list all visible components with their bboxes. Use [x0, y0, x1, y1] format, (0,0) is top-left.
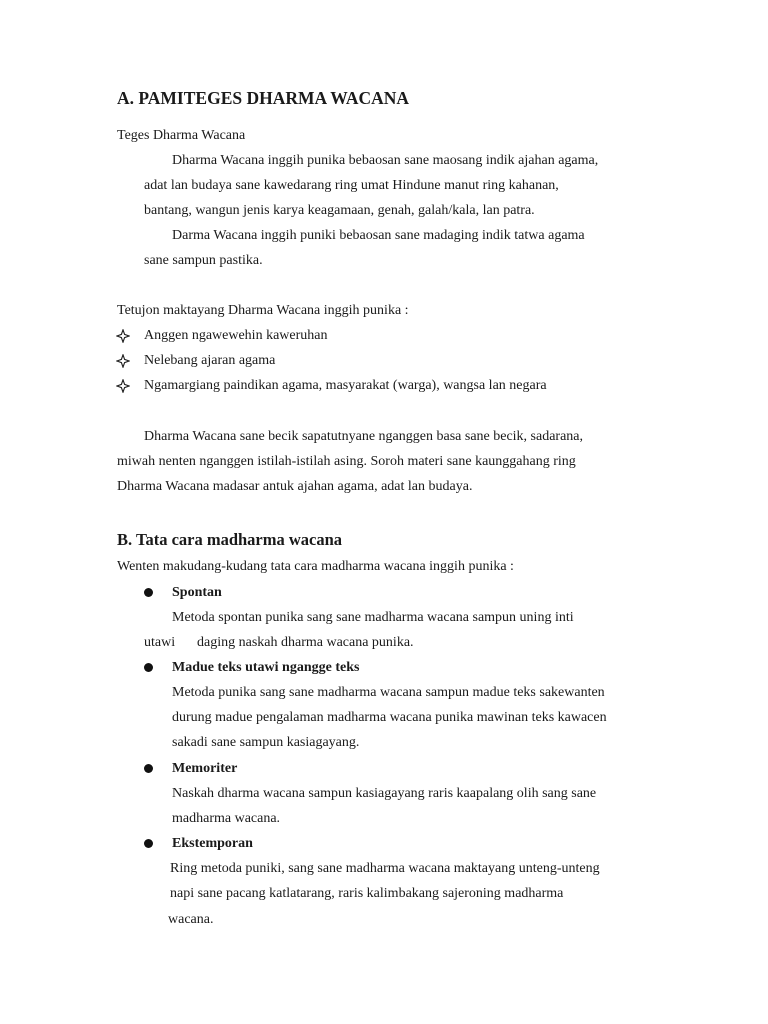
method-line: Metoda punika sang sane madharma wacana sampun madue teks sakewanten — [172, 685, 605, 700]
para1-line-1: Dharma Wacana inggih punika bebaosan sane maosang indik ajahan agama, — [172, 153, 599, 168]
section-b-intro: Wenten makudang-kudang tata cara madharma wacana inggih punika : — [117, 559, 514, 574]
section-b-heading: B. Tata cara madharma wacana — [117, 530, 343, 549]
filled-circle-icon — [144, 839, 153, 848]
para1-line-2: adat lan budaya sane kawedarang ring umat Hindune manut ring kahanan, — [144, 178, 559, 193]
method-line: durung madue pengalaman madharma wacana punika mawinan teks kawacen — [172, 710, 607, 725]
method-line: Naskah dharma wacana sampun kasiagayang raris kaapalang olih sang sane — [172, 786, 597, 801]
purpose-item-1: Anggen ngawewehin kaweruhan — [144, 328, 328, 343]
method-title-spontan: Spontan — [172, 585, 222, 600]
four-pointed-star-outline-icon — [116, 379, 130, 393]
method-title-memoriter: Memoriter — [172, 761, 238, 776]
method-title-ekstemporan: Ekstemporan — [172, 836, 253, 851]
method-title-madue-teks: Madue teks utawi ngangge teks — [172, 660, 360, 675]
purpose-item-3: Ngamargiang paindikan agama, masyarakat (warga), wangsa lan negara — [144, 378, 547, 393]
para2-line-2: sane sampun pastika. — [144, 253, 263, 268]
method-line: daging naskah dharma wacana punika. — [197, 635, 414, 650]
para2-line-1: Darma Wacana inggih puniki bebaosan sane madaging indik tatwa agama — [172, 228, 585, 243]
method-line: Ring metoda puniki, sang sane madharma wacana maktayang unteng-unteng — [170, 861, 600, 876]
para3-line-3: Dharma Wacana madasar antuk ajahan agama, adat lan budaya. — [117, 479, 473, 494]
method-line: utawi — [144, 635, 176, 650]
four-pointed-star-outline-icon — [116, 354, 130, 368]
filled-circle-icon — [144, 764, 153, 773]
section-a-subheading: Teges Dharma Wacana — [117, 128, 246, 143]
filled-circle-icon — [144, 663, 153, 672]
method-line: madharma wacana. — [172, 811, 281, 826]
method-line: wacana. — [168, 912, 214, 927]
para3-line-1: Dharma Wacana sane becik sapatutnyane nganggen basa sane becik, sadarana, — [144, 429, 584, 444]
para3-line-2: miwah nenten nganggen istilah-istilah asing. Soroh materi sane kaunggahang ring — [117, 454, 576, 469]
purpose-item-2: Nelebang ajaran agama — [144, 353, 276, 368]
method-line: napi sane pacang katlatarang, raris kalimbakang sajeroning madharma — [170, 886, 564, 901]
section-a-heading: A. PAMITEGES DHARMA WACANA — [117, 88, 410, 108]
purpose-intro: Tetujon maktayang Dharma Wacana inggih punika : — [117, 303, 409, 318]
method-line: Metoda spontan punika sang sane madharma wacana sampun uning inti — [172, 610, 574, 625]
filled-circle-icon — [144, 588, 153, 597]
four-pointed-star-outline-icon — [116, 329, 130, 343]
para1-line-3: bantang, wangun jenis karya keagamaan, genah, galah/kala, lan patra. — [144, 203, 535, 218]
method-line: sakadi sane sampun kasiagayang. — [172, 735, 360, 750]
